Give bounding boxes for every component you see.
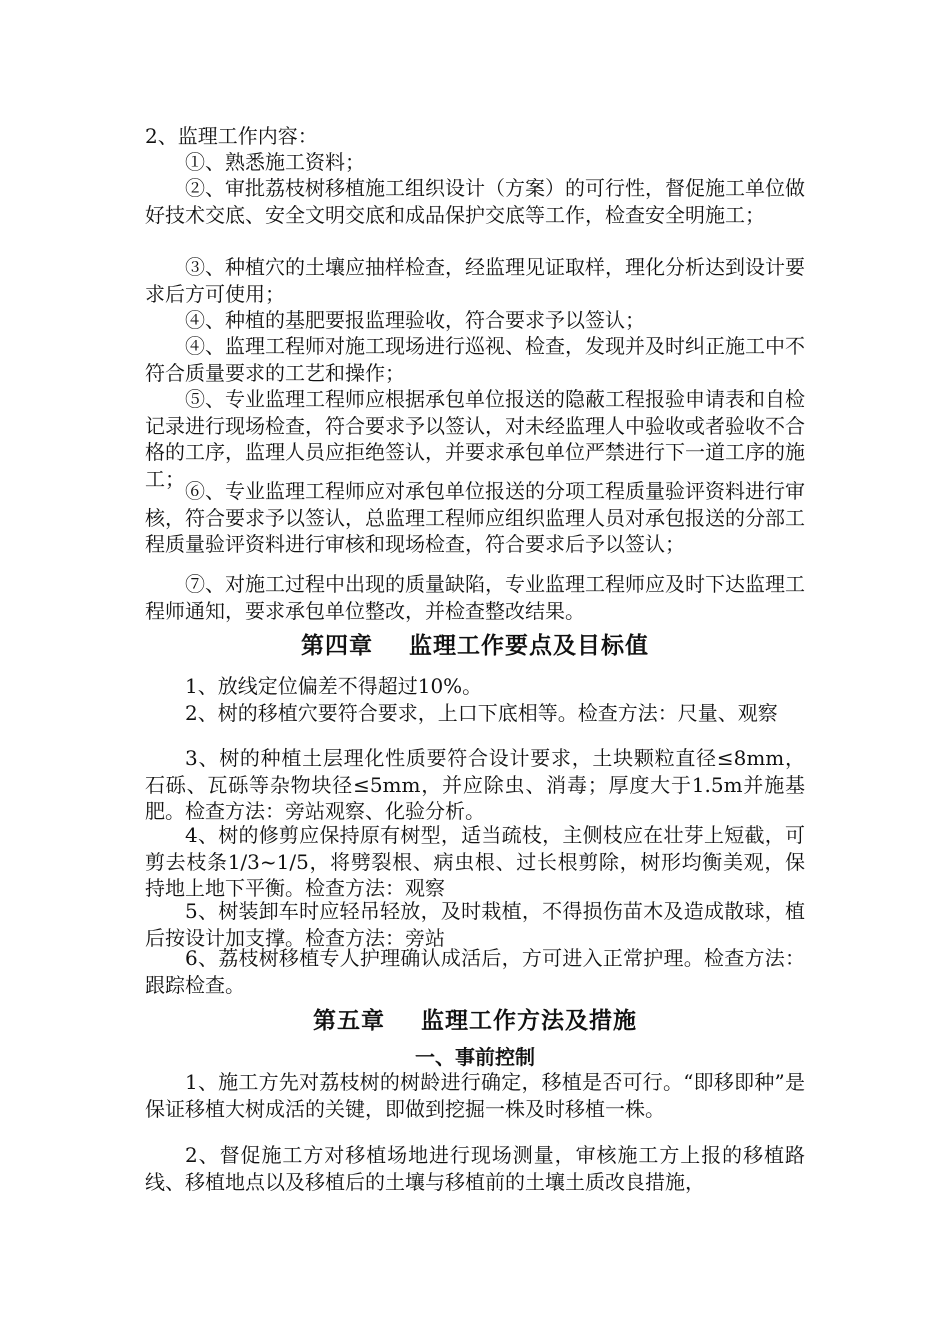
work-item: ①、熟悉施工资料； <box>185 150 365 174</box>
work-item: ⑦、对施工过程中出现的质量缺陷，专业监理工程师应及时下达监理工程师通知，要求承包单位整改，并检查整改结果。 <box>145 572 805 623</box>
chapter-heading: 第四章 监理工作要点及目标值 <box>300 632 650 659</box>
work-item: ⑤、专业监理工程师应根据承包单位报送的隐蔽工程报验申请表和自检记录进行现场检查，符合要求予以签认，对未经监理人中验收或者验收不合格的工序，监理人员应拒绝签认，并要求承包单位严禁进行下一道工序的施工； <box>145 387 805 491</box>
key-point: 1、放线定位偏差不得超过10%。 <box>185 674 483 698</box>
key-point: 2、树的移植穴要符合要求，上口下底相等。检查方法：尺量、观察 <box>185 701 778 725</box>
work-item: ③、种植穴的土壤应抽样检查，经监理见证取样，理化分析达到设计要求后方可使用； <box>145 255 805 306</box>
section-subheading: 一、事前控制 <box>415 1045 535 1069</box>
method-item: 1、施工方先对荔枝树的树龄进行确定，移植是否可行。“即移即种”是保证移植大树成活的关键，即做到挖掘一株及时移植一株。 <box>145 1070 805 1121</box>
key-point: 5、树装卸车时应轻吊轻放，及时栽植，不得损伤苗木及造成散球，植后按设计加支撑。检查方法：旁站 <box>145 899 805 950</box>
work-item: ⑥、专业监理工程师应对承包单位报送的分项工程质量验评资料进行审核，符合要求予以签认，总监理工程师应组织监理人员对承包报送的分部工程质量验评资料进行审核和现场检查，符合要求后予以签认； <box>145 479 805 556</box>
chapter-heading: 第五章 监理工作方法及措施 <box>312 1007 638 1034</box>
method-item: 2、督促施工方对移植场地进行现场测量，审核施工方上报的移植路线、移植地点以及移植后的土壤与移植前的土壤土质改良措施， <box>145 1143 805 1194</box>
key-point: 3、树的种植土层理化性质要符合设计要求，土块颗粒直径≤8mm，石砾、瓦砾等杂物块径≤5mm，并应除虫、消毒；厚度大于1.5m并施基肥。检查方法：旁站观察、化验分析。 <box>145 746 805 823</box>
work-item: ④、种植的基肥要报监理验收，符合要求予以签认； <box>185 308 645 332</box>
key-point: 4、树的修剪应保持原有树型，适当疏枝，主侧枝应在壮芽上短截，可剪去枝条1/3~1/5，将劈裂根、病虫根、过长根剪除，树形均衡美观，保持地上地下平衡。检查方法：观察 <box>145 823 805 900</box>
section-title: 2、监理工作内容： <box>145 124 318 148</box>
key-point: 6、荔枝树移植专人护理确认成活后，方可进入正常护理。检查方法：跟踪检查。 <box>145 946 805 997</box>
work-item: ④、监理工程师对施工现场进行巡视、检查，发现并及时纠正施工中不符合质量要求的工艺和操作； <box>145 334 805 385</box>
work-item: ②、审批荔枝树移植施工组织设计（方案）的可行性，督促施工单位做好技术交底、安全文明交底和成品保护交底等工作，检查安全明施工； <box>145 176 805 227</box>
